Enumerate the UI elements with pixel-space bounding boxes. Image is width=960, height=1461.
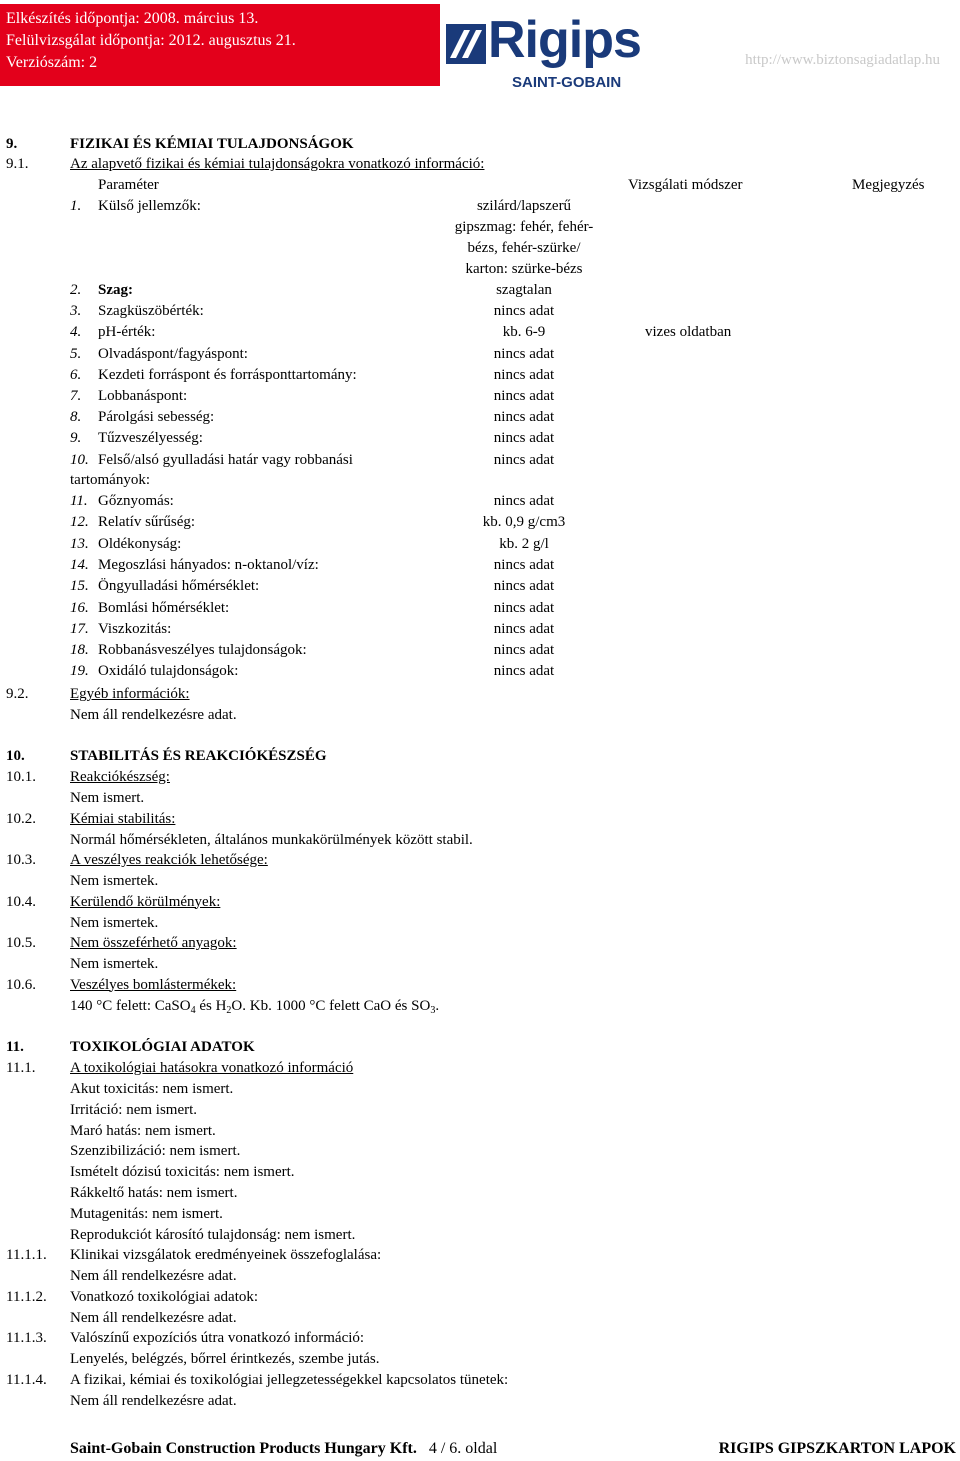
property-row — [0, 322, 960, 342]
row-label: Szagküszöbérték: — [98, 303, 204, 320]
row-value: nincs adat — [493, 345, 555, 362]
s11-sub-num: 11.1.4. — [6, 1371, 47, 1388]
row-label: Kezdeti forráspont és forrásponttartomány: — [98, 366, 357, 383]
s11-sub-title: A fizikai, kémiai és toxikológiai jellegzetességekkel kapcsolatos tünetek: — [70, 1371, 509, 1388]
decomposition-text — [70, 996, 439, 1016]
row-label: Oxidáló tulajdonságok: — [98, 663, 239, 680]
footer-company: Saint-Gobain Construction Products Hungary Kft. — [70, 1440, 417, 1457]
row-value: nincs adat — [493, 493, 555, 509]
s11-sub-title: Valószínű expozíciós útra vonatkozó információ: — [70, 1330, 365, 1346]
row-number: 6. — [70, 366, 82, 383]
row-number: 1. — [70, 198, 82, 214]
logo-text: Rigips — [488, 11, 641, 69]
logo-mark-icon — [446, 24, 486, 64]
row10-continuation — [0, 470, 960, 490]
col-method: Vizsgálati módszer — [628, 177, 743, 193]
row-label: Öngyulladási hőmérséklet: — [98, 578, 260, 595]
s10-item-num: 10.3. — [6, 852, 36, 868]
ext-value-cont — [0, 238, 960, 258]
formula-part: O. Kb. 1000 °C felett CaO és SO — [231, 998, 431, 1014]
row-value: kb. 2 g/l — [499, 535, 549, 552]
row-label-cont: tartományok: — [70, 472, 150, 488]
row-label: Bomlási hőmérséklet: — [98, 599, 230, 616]
property-row — [0, 534, 960, 554]
row-number: 14. — [70, 556, 89, 573]
row-value: nincs adat — [493, 599, 555, 616]
row-label: Megoszlási hányados: n-oktanol/víz: — [98, 556, 319, 573]
formula-part: és H — [195, 998, 227, 1014]
property-row — [0, 640, 960, 660]
s10-item-text: Normál hőmérsékleten, általános munkakörülmények között stabil. — [70, 831, 473, 848]
s10-item-title: Kerülendő körülmények: — [70, 893, 221, 910]
revision-date: Felülvizsgálat időpontja: 2012. augusztus 21. — [6, 32, 296, 49]
row-label: Külső jellemzők: — [98, 198, 201, 214]
row-label: Robbanásveszélyes tulajdonságok: — [98, 642, 307, 659]
row-label: Gőznyomás: — [98, 493, 174, 509]
s11-sub-text: Lenyelés, belégzés, bőrrel érintkezés, szembe jutás. — [70, 1351, 380, 1367]
s10-item-num: 10.1. — [6, 769, 36, 785]
logo-subtext: SAINT-GOBAIN — [512, 74, 622, 91]
row-number: 8. — [70, 409, 82, 426]
property-row — [0, 407, 960, 427]
s10-item-title: A veszélyes reakciók lehetősége: — [70, 852, 268, 868]
toxicity-line: Ismételt dózisú toxicitás: nem ismert. — [70, 1164, 295, 1181]
row-number: 3. — [70, 303, 82, 320]
s11-sub-text: Nem áll rendelkezésre adat. — [70, 1268, 237, 1284]
s11-sub-num: 11.1.3. — [6, 1330, 47, 1346]
toxicity-line: Akut toxicitás: nem ismert. — [70, 1081, 234, 1097]
s10-item-num: 10.5. — [6, 935, 36, 951]
toxicity-line: Szenzibilizáció: nem ismert. — [70, 1143, 241, 1160]
website-url[interactable]: http://www.biztonsagiadatlap.hu — [745, 52, 940, 68]
row-value: szagtalan — [496, 282, 552, 298]
row-value: kb. 0,9 g/cm3 — [482, 514, 566, 531]
row-value: nincs adat — [493, 303, 555, 320]
property-row-ext — [0, 196, 960, 216]
row-label: pH-érték: — [98, 324, 156, 341]
row-value: kb. 6-9 — [502, 324, 546, 341]
toxicity-line: Irritáció: nem ismert. — [70, 1101, 198, 1118]
s10-item-text: Nem ismert. — [70, 790, 145, 806]
property-row — [0, 428, 960, 448]
row-label: Felső/alsó gyulladási határ vagy robbanási — [98, 451, 353, 468]
ext-value-line: bézs, fehér-szürke/ — [467, 240, 581, 256]
formula-sub: 2 — [226, 1005, 232, 1016]
s9-num: 9. — [6, 136, 18, 152]
s91-title: Az alapvető fizikai és kémiai tulajdonságokra vonatkozó információ: — [70, 156, 485, 172]
s11-sub-text: Nem áll rendelkezésre adat. — [70, 1309, 237, 1326]
formula-part: . — [435, 998, 440, 1014]
version: Verziószám: 2 — [6, 54, 98, 71]
row-value: nincs adat — [493, 578, 555, 595]
s11-sub-title: Vonatkozó toxikológiai adatok: — [70, 1288, 259, 1305]
property-row — [0, 491, 960, 511]
property-row — [0, 512, 960, 532]
property-row — [0, 619, 960, 639]
property-row — [0, 576, 960, 596]
row-number: 10. — [70, 451, 89, 468]
s10-item-text: Nem ismertek. — [70, 873, 159, 889]
row-value: nincs adat — [493, 556, 555, 573]
property-row — [0, 365, 960, 385]
formula-sub: 4 — [190, 1005, 196, 1016]
property-row — [0, 344, 960, 364]
row-label: Olvadáspont/fagyáspont: — [98, 345, 248, 362]
footer-left — [70, 1438, 497, 1460]
footer-page: 4 / 6. oldal — [428, 1440, 498, 1457]
row-number: 5. — [70, 345, 82, 362]
s92-text: Nem áll rendelkezésre adat. — [70, 707, 237, 723]
s10-item-title: Veszélyes bomlástermékek: — [70, 976, 237, 993]
s92-title: Egyéb információk: — [70, 686, 190, 702]
row-value: nincs adat — [493, 663, 555, 680]
property-row — [0, 555, 960, 575]
row-value: nincs adat — [493, 620, 555, 637]
s11-title: TOXIKOLÓGIAI ADATOK — [70, 1039, 255, 1055]
property-row — [0, 661, 960, 681]
s11-sub-title: Klinikai vizsgálatok eredményeinek összefoglalása: — [70, 1247, 382, 1263]
row-label: Relatív sűrűség: — [98, 514, 196, 531]
s92-num: 9.2. — [6, 686, 29, 702]
formula-sub: 3 — [430, 1005, 436, 1016]
row-number: 2. — [70, 282, 82, 298]
header-info — [6, 8, 296, 74]
row-number: 19. — [70, 663, 89, 680]
row-value: szilárd/lapszerű — [476, 198, 572, 214]
toxicity-line: Reprodukciót károsító tulajdonság: nem ismert. — [70, 1226, 356, 1243]
property-row — [0, 598, 960, 618]
ext-value-line: gipszmag: fehér, fehér- — [454, 219, 594, 235]
row-label: Tűzveszélyesség: — [98, 430, 203, 447]
s10-item-title: Kémiai stabilitás: — [70, 810, 176, 827]
formula-part: 140 °C felett: CaSO — [70, 998, 191, 1014]
ext-value-cont — [0, 217, 960, 237]
s10-item-num: 10.6. — [6, 976, 36, 993]
col-param: Paraméter — [98, 177, 159, 193]
s111-title: A toxikológiai hatásokra vonatkozó információ — [70, 1060, 354, 1076]
property-row — [0, 450, 960, 470]
row-number: 13. — [70, 535, 89, 552]
s11-sub-num: 11.1.1. — [6, 1247, 47, 1263]
row-value: nincs adat — [493, 366, 555, 383]
s91-num: 9.1. — [6, 156, 29, 172]
property-row — [0, 301, 960, 321]
row-note: vizes oldatban — [645, 324, 732, 341]
prep-date: Elkészítés időpontja: 2008. március 13. — [6, 10, 259, 27]
s11-sub-text: Nem áll rendelkezésre adat. — [70, 1392, 237, 1409]
footer-product: RIGIPS GIPSZKARTON LAPOK — [718, 1440, 956, 1457]
s11-sub-num: 11.1.2. — [6, 1288, 47, 1305]
row-label: Szag: — [98, 282, 133, 298]
row-value: nincs adat — [493, 430, 555, 447]
ext-value-line: karton: szürke-bézs — [465, 261, 583, 277]
row-value: nincs adat — [493, 451, 555, 468]
row-value: nincs adat — [493, 388, 555, 404]
row-number: 4. — [70, 324, 82, 341]
s10-item-title: Nem összeférhető anyagok: — [70, 935, 237, 951]
property-row — [0, 280, 960, 300]
s10-num: 10. — [6, 748, 25, 764]
toxicity-line: Rákkeltő hatás: nem ismert. — [70, 1185, 238, 1201]
row-label: Viszkozitás: — [98, 620, 172, 637]
s10-item-text: Nem ismertek. — [70, 956, 159, 972]
row-number: 16. — [70, 599, 89, 616]
row-number: 18. — [70, 642, 89, 659]
s10-item-num: 10.2. — [6, 810, 36, 827]
row-value: nincs adat — [493, 642, 555, 659]
toxicity-line: Mutagenitás: nem ismert. — [70, 1205, 223, 1222]
row-label: Oldékonyság: — [98, 535, 182, 552]
row-label: Párolgási sebesség: — [98, 409, 215, 426]
ext-value-cont — [0, 259, 960, 279]
s10-title: STABILITÁS ÉS REAKCIÓKÉSZSÉG — [70, 748, 327, 764]
rigips-logo — [440, 4, 650, 104]
row-number: 15. — [70, 578, 89, 595]
property-row — [0, 386, 960, 406]
row-number: 7. — [70, 388, 82, 404]
s11-num: 11. — [6, 1039, 24, 1055]
s10-item-text: Nem ismertek. — [70, 914, 159, 931]
row-value: nincs adat — [493, 409, 555, 426]
row-label: Lobbanáspont: — [98, 388, 188, 404]
row-number: 17. — [70, 620, 89, 637]
s10-item-num: 10.4. — [6, 893, 36, 910]
row-number: 11. — [70, 493, 88, 509]
toxicity-line: Maró hatás: nem ismert. — [70, 1122, 216, 1139]
row-number: 9. — [70, 430, 82, 447]
s10-item-title: Reakciókészség: — [70, 769, 170, 785]
s9-title: FIZIKAI ÉS KÉMIAI TULAJDONSÁGOK — [70, 136, 354, 152]
col-note: Megjegyzés — [852, 177, 925, 193]
row-number: 12. — [70, 514, 89, 531]
s111-num: 11.1. — [6, 1060, 36, 1076]
